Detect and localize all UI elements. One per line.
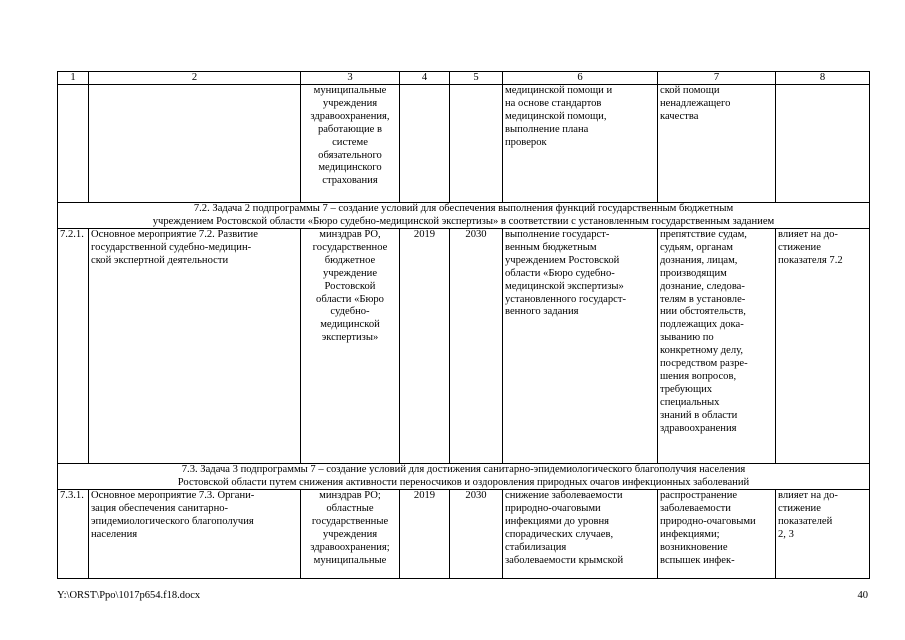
table-row — [58, 85, 870, 203]
table-cell — [400, 85, 450, 203]
executor-cell: минздрав РО; областные государственные учреждения здравоохранения; муниципальные — [301, 490, 400, 579]
header-cell: 3 — [301, 72, 400, 85]
table-cell — [58, 85, 89, 203]
header-cell: 5 — [450, 72, 503, 85]
table-cell — [89, 85, 301, 203]
table-cell: муниципальные учреждения здравоохранения, работающие в системе обязательного медицинского страхования — [301, 85, 400, 203]
header-cell: 7 — [658, 72, 776, 85]
header-cell: 6 — [503, 72, 658, 85]
header-cell: 1 — [58, 72, 89, 85]
table-cell — [450, 85, 503, 203]
start-year: 2019 — [400, 229, 450, 464]
task-row — [58, 203, 870, 229]
start-year: 2019 — [400, 490, 450, 579]
row-number: 7.3.1. — [58, 490, 89, 579]
header-cell: 2 — [89, 72, 301, 85]
end-year: 2030 — [450, 229, 503, 464]
table-row — [58, 490, 870, 579]
table-row — [58, 229, 870, 464]
task-row — [58, 464, 870, 490]
task-heading: 7.3. Задача 3 подпрограммы 7 – создание условий для достижения санитарно-эпидемиологического благополучия населения Ростовской области путем снижения активности переносчиков и оздоровления природных очагов инфекционных заболеваний — [58, 464, 870, 490]
table-cell: медицинской помощи и на основе стандартов медицинской помощи, выполнение плана проверок — [503, 85, 658, 203]
indicator-link: влияет на до- стижение показателей 2, 3 — [776, 490, 870, 579]
header-row — [58, 72, 870, 85]
executor-cell: минздрав РО, государственное бюджетное учреждение Ростовской области «Бюро судебно- медицинской экспертизы» — [301, 229, 400, 464]
task-heading: 7.2. Задача 2 подпрограммы 7 – создание условий для обеспечения выполнения функций государственным бюджетным учреждением Ростовской области «Бюро судебно-медицинской экспертизы» в соответствии с установленным государственным заданием — [58, 203, 870, 229]
indicator-link: влияет на до- стижение показателя 7.2 — [776, 229, 870, 464]
expected-result: выполнение государст- венным бюджетным учреждением Ростовской области «Бюро судебно- медицинской экспертизы» установленного государст- венного задания — [503, 229, 658, 464]
header-cell: 8 — [776, 72, 870, 85]
consequences: препятствие судам, судьям, органам дознания, лицам, производящим дознание, следова- телям в установле- нии обстоятельств, подлежащих дока- зыванию по конкретному делу, посредством разре- шения вопросов, требующих специальных знаний в области здравоохранения — [658, 229, 776, 464]
expected-result: снижение заболеваемости природно-очаговыми инфекциями до уровня спорадических случаев, стабилизация заболеваемости крымской — [503, 490, 658, 579]
header-cell: 4 — [400, 72, 450, 85]
program-table — [57, 71, 870, 579]
table-cell: ской помощи ненадлежащего качества — [658, 85, 776, 203]
file-path: Y:\ORST\Ppo\1017p654.f18.docx — [57, 590, 201, 601]
table-cell — [776, 85, 870, 203]
consequences: распространение заболеваемости природно-очаговыми инфекциями; возникновение вспышек инфек- — [658, 490, 776, 579]
page-number: 40 — [857, 590, 868, 601]
activity-name: Основное мероприятие 7.2. Развитие государственной судебно-медицин- ской экспертной деятельности — [89, 229, 301, 464]
end-year: 2030 — [450, 490, 503, 579]
row-number: 7.2.1. — [58, 229, 89, 464]
activity-name: Основное мероприятие 7.3. Органи- зация обеспечения санитарно- эпидемиологического благополучия населения — [89, 490, 301, 579]
